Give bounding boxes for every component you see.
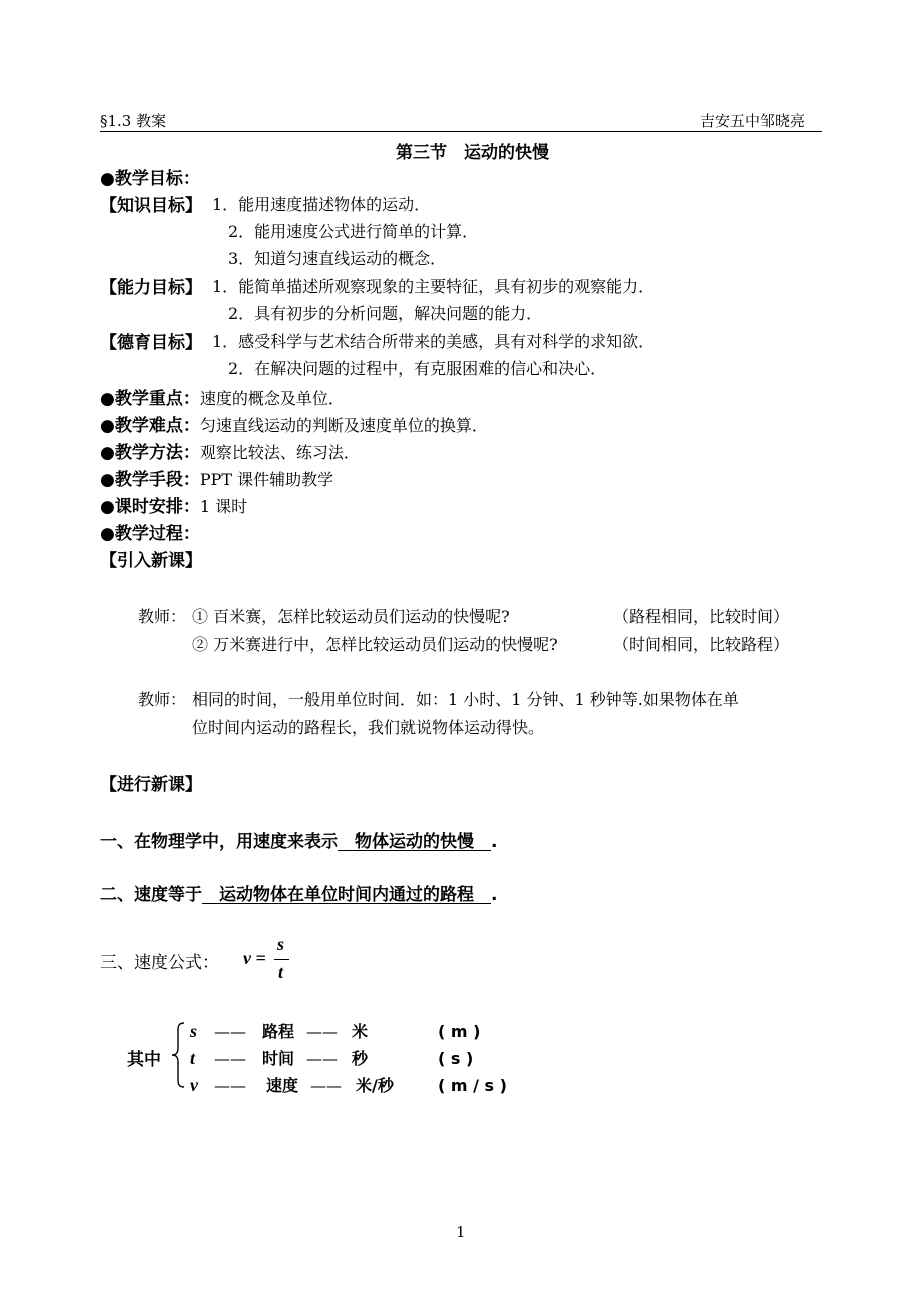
info-label: ●教学重点： bbox=[100, 389, 200, 409]
info-row-hours bbox=[100, 492, 247, 517]
info-value: 匀速直线运动的判断及速度单位的换算． bbox=[199, 416, 488, 435]
formula-numerator: s bbox=[277, 934, 285, 954]
point-3-prefix: 三、速度公式： bbox=[100, 953, 219, 973]
intro-paragraph-line-2: 位时间内运动的路程长，我们就说物体运动得快。 bbox=[192, 718, 545, 737]
info-value: 速度的概念及单位． bbox=[199, 389, 344, 408]
dash: —— bbox=[310, 1076, 342, 1095]
knowledge-label: 【知识目标】 bbox=[100, 196, 202, 216]
quantity-name: 速度 bbox=[266, 1076, 299, 1095]
intro-label: 【引入新课】 bbox=[100, 551, 202, 571]
symbol: v bbox=[190, 1075, 198, 1095]
ability-item-1: 1．能简单描述所观察现象的主要特征，具有初步的观察能力． bbox=[212, 277, 655, 296]
info-label: ●课时安排： bbox=[100, 497, 200, 517]
dash: —— bbox=[214, 1076, 246, 1095]
header-right: 吉安五中邹晓亮 bbox=[700, 112, 806, 130]
ability-label: 【能力目标】 bbox=[100, 278, 202, 298]
moral-label: 【德育目标】 bbox=[100, 333, 202, 353]
unit-name: 米/秒 bbox=[356, 1076, 394, 1095]
symbol: s bbox=[190, 1021, 198, 1041]
where-row-v bbox=[190, 1073, 507, 1096]
point-2-prefix: 二、速度等于 bbox=[100, 885, 202, 905]
info-row-means bbox=[100, 465, 333, 490]
intro-paragraph-line-1: 相同的时间，一般用单位时间．如：1 小时、1 分钟、1 秒钟等.如果物体在单 bbox=[192, 690, 739, 709]
unit-abbr: ( m / s ) bbox=[438, 1076, 507, 1095]
where-label: 其中 bbox=[127, 1050, 161, 1070]
info-label: ●教学过程： bbox=[100, 524, 200, 544]
info-value: 观察比较法、练习法． bbox=[199, 443, 360, 462]
question-1: ① 百米赛，怎样比较运动员们运动的快慢呢? bbox=[192, 607, 510, 626]
teacher-prefix-1: 教师： bbox=[138, 607, 187, 626]
point-2 bbox=[100, 880, 497, 905]
dash: —— bbox=[214, 1022, 246, 1041]
unit-abbr: ( s ) bbox=[438, 1049, 474, 1068]
question-2-note: （时间相同，比较路程） bbox=[613, 635, 790, 654]
info-label: ●教学手段： bbox=[100, 470, 200, 490]
info-label: ●教学方法： bbox=[100, 443, 200, 463]
formula-fraction-bar bbox=[274, 959, 289, 960]
question-2: ② 万米赛进行中，怎样比较运动员们运动的快慢呢? bbox=[192, 635, 558, 654]
point-1-end: . bbox=[491, 832, 498, 852]
teacher-prefix-2: 教师： bbox=[138, 690, 187, 709]
ability-item-2: 2．具有初步的分析问题，解决问题的能力． bbox=[228, 304, 543, 323]
point-1-blank: 物体运动的快慢 bbox=[338, 832, 491, 852]
where-row-t bbox=[190, 1046, 473, 1069]
info-label: ●教学难点： bbox=[100, 416, 200, 436]
header-rule bbox=[100, 131, 822, 132]
symbol: t bbox=[190, 1048, 196, 1068]
moral-item-2: 2．在解决问题的过程中，有克服困难的信心和决心． bbox=[228, 359, 607, 378]
moral-item-1: 1．感受科学与艺术结合所带来的美感，具有对科学的求知欲． bbox=[212, 332, 655, 351]
objectives-heading: ●教学目标： bbox=[100, 169, 200, 189]
knowledge-item-1: 1．能用速度描述物体的运动． bbox=[212, 195, 431, 214]
newlesson-label: 【进行新课】 bbox=[100, 775, 202, 795]
formula-denominator: t bbox=[278, 962, 284, 982]
dash: —— bbox=[306, 1022, 338, 1041]
curly-brace-icon bbox=[170, 1022, 186, 1088]
knowledge-item-2: 2．能用速度公式进行简单的计算． bbox=[228, 222, 479, 241]
dash: —— bbox=[306, 1049, 338, 1068]
point-2-blank: 运动物体在单位时间内通过的路程 bbox=[202, 885, 491, 905]
page-number: 1 bbox=[456, 1223, 466, 1241]
info-row-focus bbox=[100, 384, 344, 409]
info-value: PPT 课件辅助教学 bbox=[199, 470, 334, 489]
page-title: 第三节 运动的快慢 bbox=[396, 143, 549, 163]
unit-name: 米 bbox=[352, 1022, 369, 1041]
unit-abbr: ( m ) bbox=[438, 1022, 481, 1041]
dash: —— bbox=[214, 1049, 246, 1068]
unit-name: 秒 bbox=[352, 1049, 369, 1068]
info-row-process bbox=[100, 519, 200, 544]
knowledge-item-3: 3．知道匀速直线运动的概念． bbox=[228, 249, 447, 268]
where-row-s bbox=[190, 1019, 480, 1042]
point-1-prefix: 一、在物理学中，用速度来表示 bbox=[100, 832, 338, 852]
quantity-name: 时间 bbox=[262, 1049, 295, 1068]
quantity-name: 路程 bbox=[262, 1022, 295, 1041]
point-2-end: . bbox=[491, 885, 498, 905]
question-1-note: （路程相同，比较时间） bbox=[613, 607, 790, 626]
info-row-method bbox=[100, 438, 360, 463]
point-1 bbox=[100, 827, 497, 852]
header-left: §1.3 教案 bbox=[100, 112, 167, 130]
info-row-difficulty bbox=[100, 411, 488, 436]
formula-lhs: v = bbox=[243, 948, 266, 968]
info-value: 1 课时 bbox=[199, 497, 248, 516]
